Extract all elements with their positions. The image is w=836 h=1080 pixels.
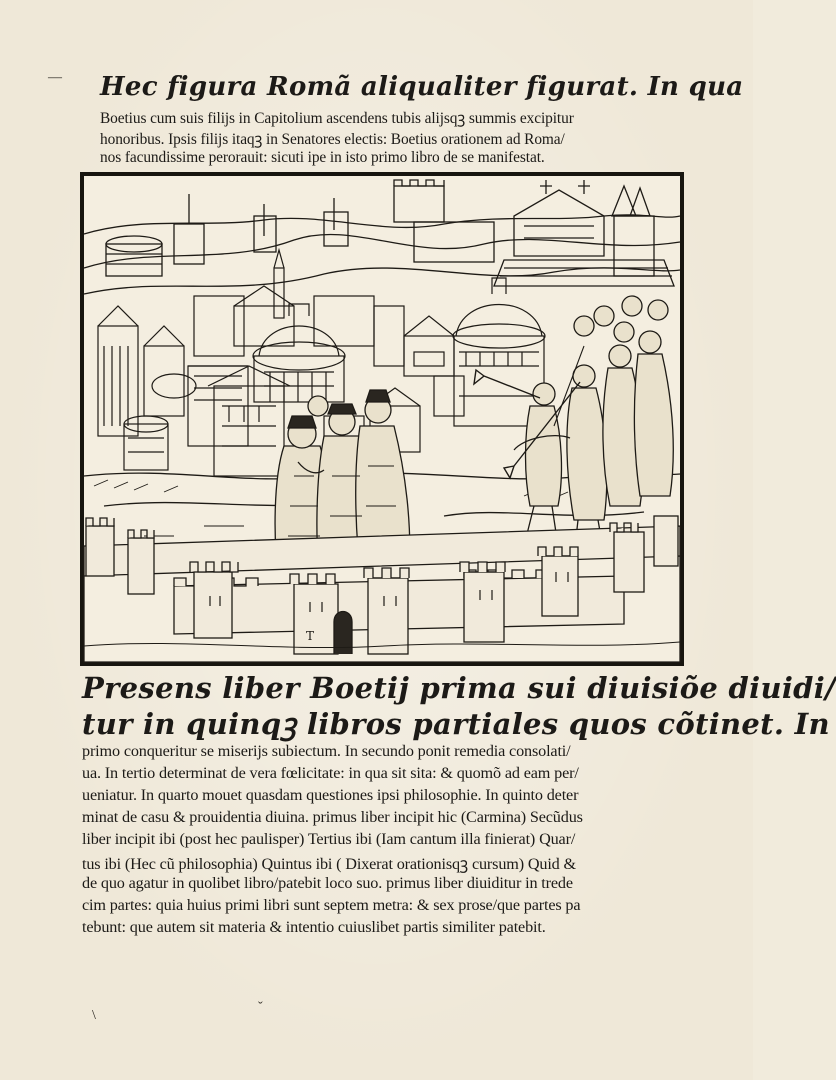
body-text-line: minat de casu & prouidentia diuina. primus liber incipit hic (Carmina) Secũdus [82,808,583,826]
margin-mark: ˇ [258,1000,263,1015]
header-text-line-1: Boetius cum suis filijs in Capitolium ascendens tubis alijsqꝫ summis excipitur [100,110,574,127]
body-text-line: liber incipit ibi (post hec paulisper) Tertius ibi (Iam cantum illa finierat) Quar/ [82,830,576,848]
woodcut-scene [84,176,680,662]
body-text-line: ua. In tertio determinat de vera fœlicitate: in qua sit sita: & quomõ ad eam per/ [82,764,579,782]
body-text-line: cim partes: quia huius primi libri sunt septem metra: & sex prose/que partes pa [82,896,581,914]
body-text-line: tus ibi (Hec cũ philosophia) Quintus ibi ( Dixerat orationisqꝫ cursum) Quid & [82,855,576,873]
gate-letter: T [306,629,315,643]
header-text-line-2: honoribus. Ipsis filijs itaqꝫ in Senatores electis: Boetius orationem ad Roma/ [100,131,565,148]
margin-mark: \ [92,1008,96,1023]
woodcut-illustration [80,172,684,666]
margin-mark: — [48,70,62,85]
incipit-title-line-1: Presens liber Boetij prima sui diuisiõe diuidi/ [82,671,836,705]
body-text-line: primo conqueritur se miserijs subiectum. In secundo ponit remedia consolati/ [82,742,571,760]
body-text-line: ueniatur. In quarto mouet quasdam questiones ipsi philosophie. In quinto deter [82,786,579,804]
header-title-line: Hec figura Romã aliqualiter figurat. In qua [100,72,744,102]
incipit-title-line-2: tur in quinqꝫ libros partiales quos cõtinet. In [82,707,830,741]
body-text-line: de quo agatur in quolibet libro/patebit loco suo. primus liber diuiditur in trede [82,874,573,892]
header-text-line-3: nos facundissime perorauit: sicuti ipe in isto primo libro de se manifestat. [100,149,545,166]
body-text-line: tebunt: que autem sit materia & intentio cuiuslibet partis similiter patebit. [82,918,546,936]
